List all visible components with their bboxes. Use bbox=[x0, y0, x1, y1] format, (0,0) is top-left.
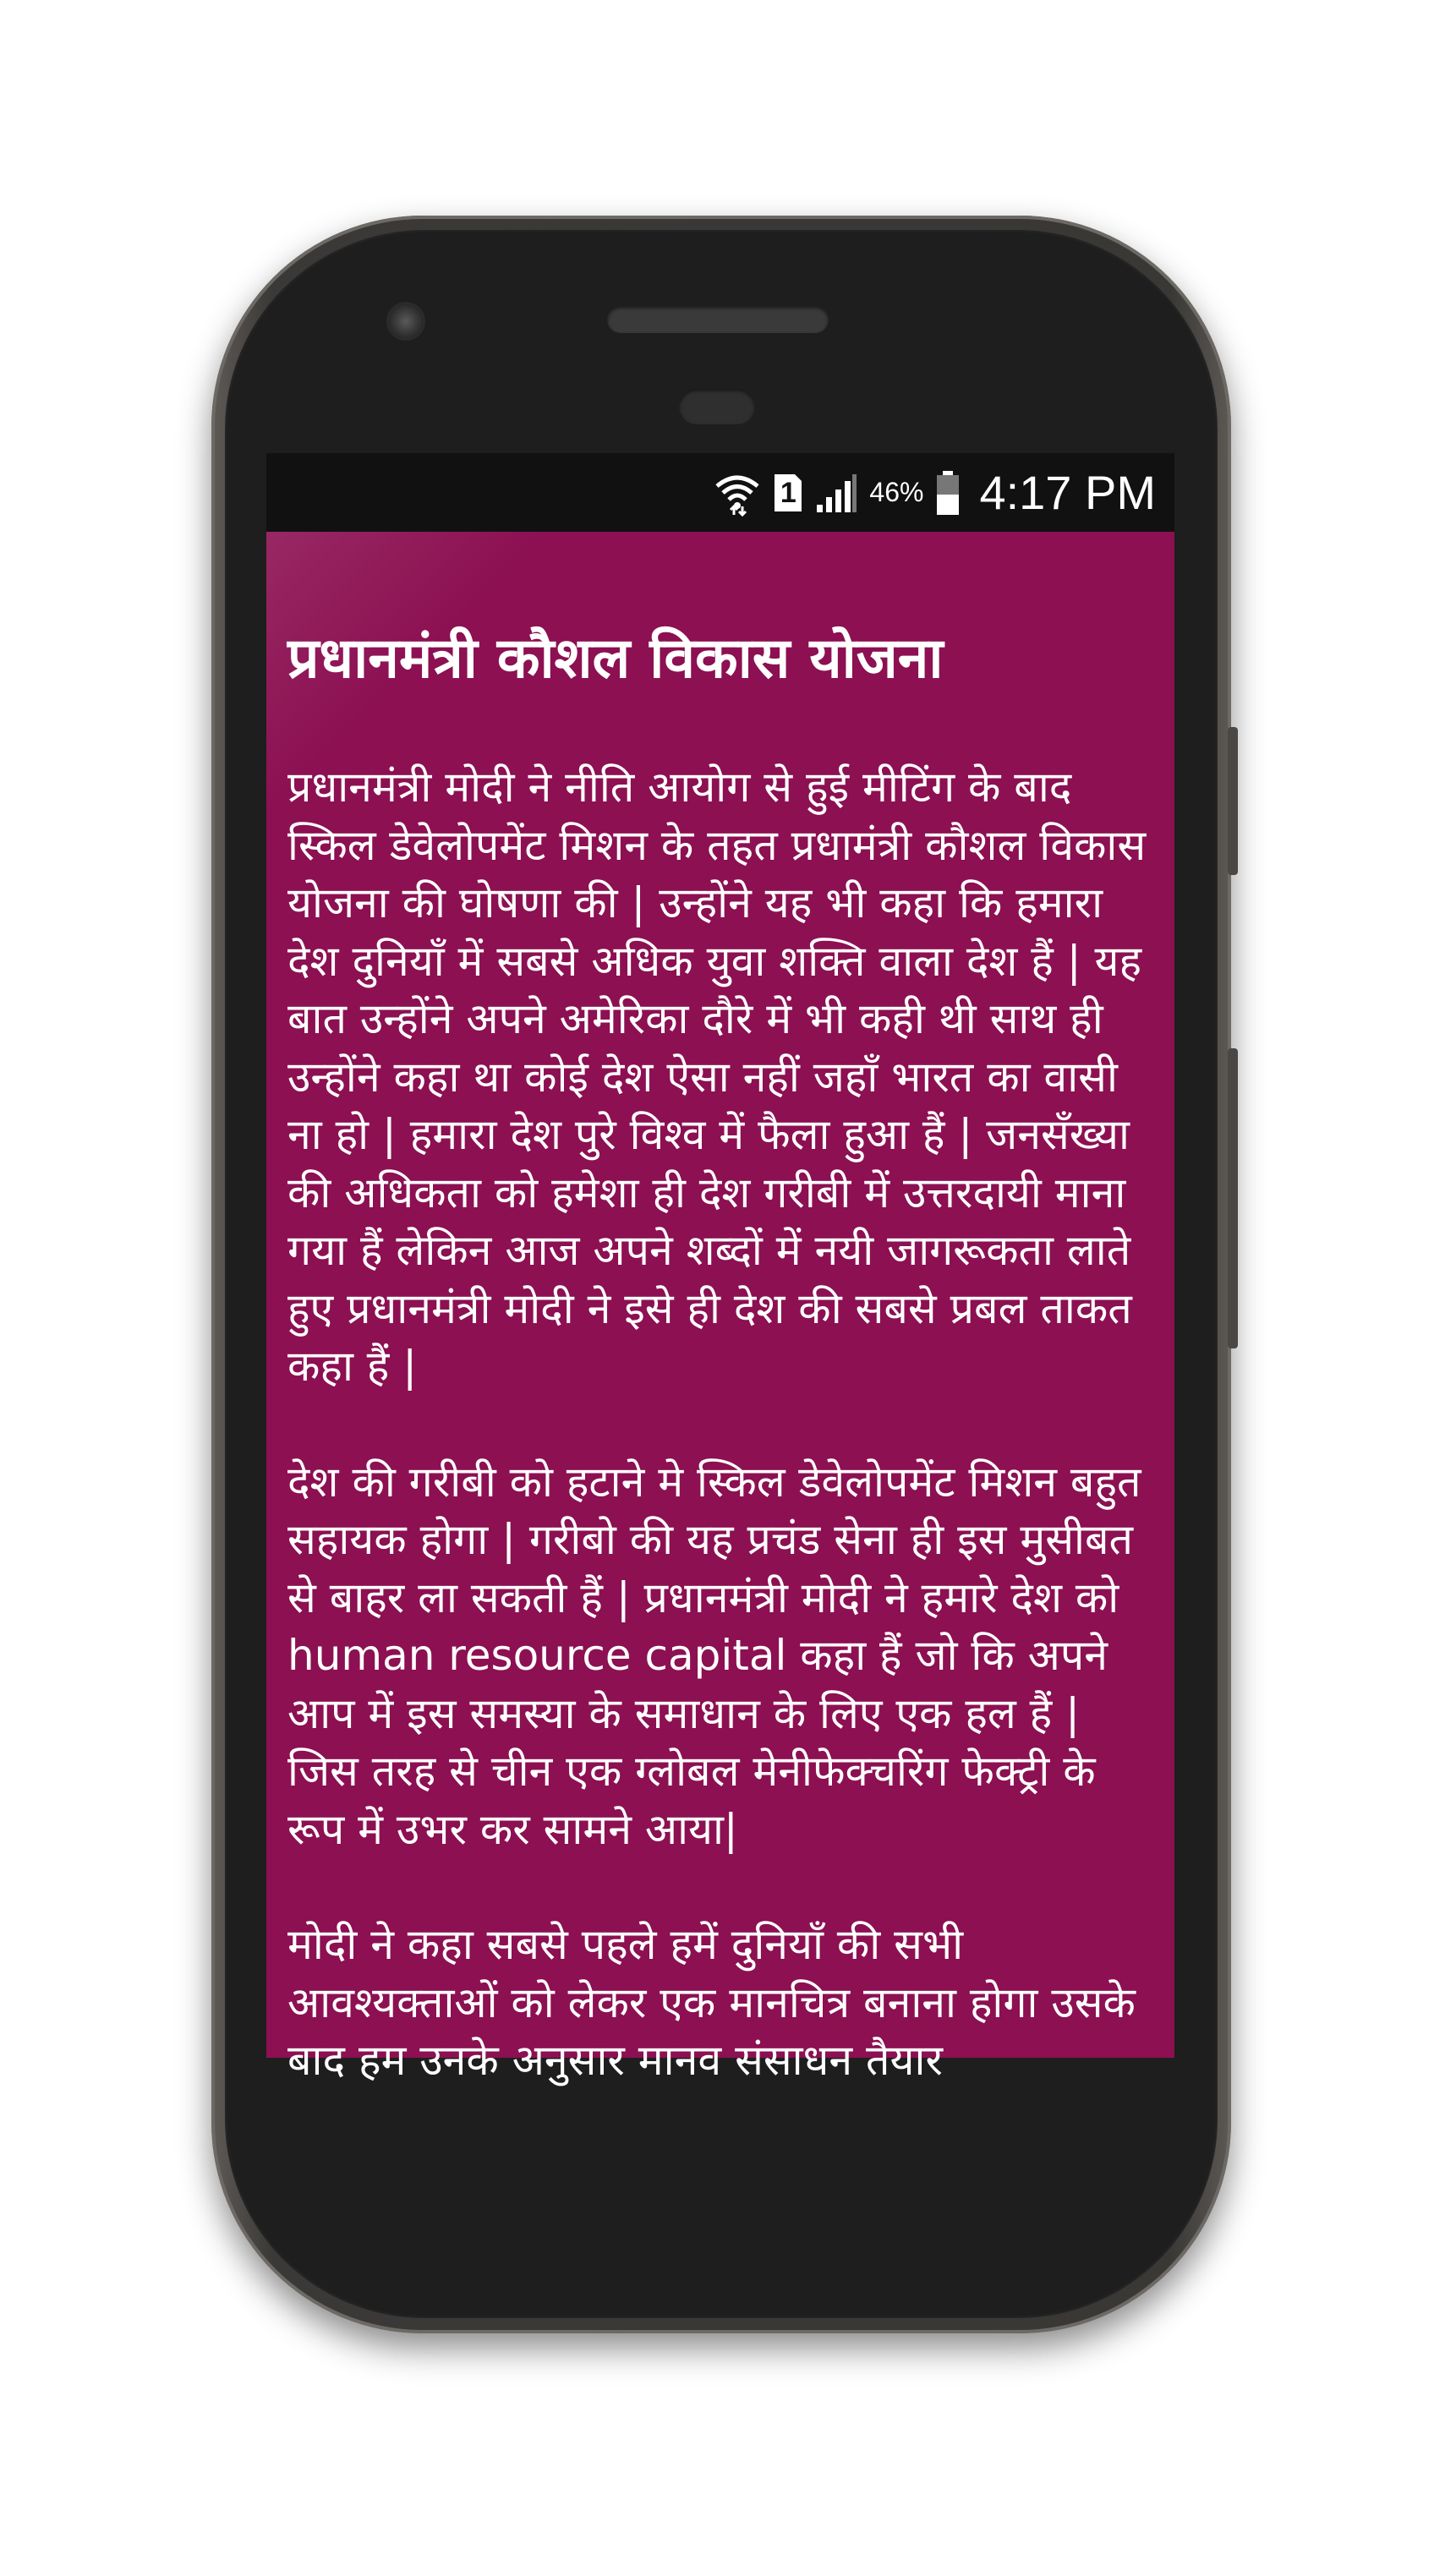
article-content[interactable] bbox=[266, 532, 1174, 2085]
status-bar bbox=[266, 453, 1174, 532]
article-paragraph: प्रधानमंत्री मोदी ने नीति आयोग से हुई मीटिंग के बाद स्किल डेवेलोपमेंट मिशन के तहत प्रधामंत्री कौशल विकास योजना की घोषणा की | उन्होंने यह भी कहा कि हमारा देश दुनियाँ में सबसे अधिक युवा शक्ति वाला देश हैं | यह बात उन्होंने अपने अमेरिका दौरे में भी कही थी साथ ही उन्होंने कहा था कोई देश ऐसा नहीं जहाँ भारत का वासी ना हो | हमारा देश पुरे विश्व में फैला हुआ हैं | जनसँख्या की अधिकता को हमेशा ही देश गरीबी में उत्तरदायी माना गया हैं लेकिन आज अपने शब्दों में नयी जागरूकता लाते हुए प्रधानमंत्री मोदी ने इसे ही देश की सबसे प्रबल ताकत कहा हैं | bbox=[287, 763, 1147, 1391]
article-paragraph: देश की गरीबी को हटाने मे स्किल डेवेलोपमेंट मिशन बहुत सहायक होगा | गरीबो की यह प्रचंड सेना ही इस मुसीबत से बाहर ला सकती हैं | प्रधानमंत्री मोदी ने हमारे देश को human resource capital कहा हैं जो कि अपने आप में इस समस्या के समाधान के लिए एक हल हैं | जिस तरह से चीन एक ग्लोबल मेनीफेक्चरिंग फेक्ट्री के रूप में उभर कर सामने आया| bbox=[287, 1457, 1141, 1854]
article-paragraph: मोदी ने कहा सबसे पहले हमें दुनियाँ की सभी आवश्यक्ताओं को लेकर एक मानचित्र बनाना होगा उसके बाद हम उनके अनुसार मानव संसाधन तैयार bbox=[287, 1920, 1136, 2085]
earpiece-speaker bbox=[607, 306, 829, 333]
article-title: प्रधानमंत्री कौशल विकास योजना bbox=[287, 626, 944, 691]
sim-card-icon bbox=[773, 473, 803, 513]
article-body bbox=[287, 758, 1158, 2147]
wifi-icon bbox=[714, 469, 761, 517]
power-button bbox=[1228, 727, 1238, 875]
proximity-sensor bbox=[679, 389, 755, 424]
status-icons bbox=[714, 453, 1156, 532]
battery-icon bbox=[935, 469, 961, 517]
volume-rocker bbox=[1228, 1048, 1238, 1348]
status-time: 4:17 PM bbox=[979, 466, 1156, 519]
front-camera-icon bbox=[389, 304, 423, 338]
sim-slot-number: 1 bbox=[780, 476, 796, 509]
cellular-signal-icon bbox=[815, 473, 857, 513]
battery-percent: 46% bbox=[869, 477, 924, 507]
phone-screen bbox=[266, 453, 1174, 2085]
